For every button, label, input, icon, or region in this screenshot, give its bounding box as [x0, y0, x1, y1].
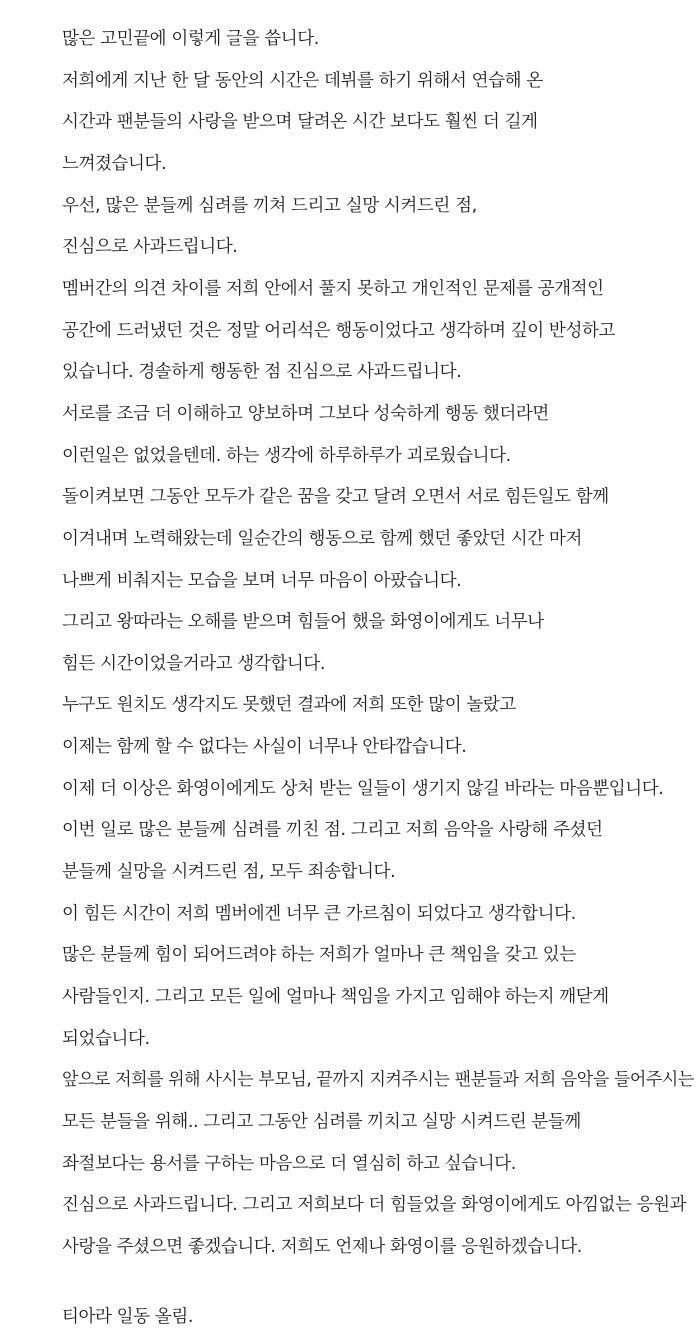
letter-line: 멤버간의 의견 차이를 저희 안에서 풀지 못하고 개인적인 문제를 공개적인	[62, 279, 604, 299]
letter-line: 사람들인지. 그리고 모든 일에 얼마나 책임을 가지고 임해야 하는지 깨닫게	[62, 987, 609, 1007]
letter-line: 좌절보다는 용서를 구하는 마음으로 더 열심히 하고 싶습니다.	[62, 1154, 516, 1174]
letter-line: 모든 분들을 위해.. 그리고 그동안 심려를 끼치고 실망 시켜드린 분들께	[62, 1112, 581, 1132]
letter-line: 많은 고민끝에 이렇게 글을 씁니다.	[62, 29, 319, 49]
letter-line: 진심으로 사과드립니다.	[62, 237, 238, 257]
letter-line: 진심으로 사과드립니다. 그리고 저희보다 더 힘들었을 화영이에게도 아낌없는 응원과	[62, 1195, 687, 1215]
letter-line: 이제는 함께 할 수 없다는 사실이 너무나 안타깝습니다.	[62, 737, 467, 757]
letter-line: 분들께 실망을 시켜드린 점, 모두 죄송합니다.	[62, 862, 396, 882]
letter-line: 서로를 조금 더 이해하고 양보하며 그보다 성숙하게 행동 했더라면	[62, 404, 549, 424]
letter-line: 되었습니다.	[62, 1029, 150, 1049]
letter-line: 힘든 시간이었을거라고 생각합니다.	[62, 654, 326, 674]
letter-line: 누구도 원치도 생각지도 못했던 결과에 저희 또한 많이 놀랐고	[62, 695, 516, 715]
letter-line: 우선, 많은 분들께 심려를 끼쳐 드리고 실망 시켜드린 점,	[62, 196, 477, 216]
letter-line: 저희에게 지난 한 달 동안의 시간은 데뷔를 하기 위해서 연습해 온	[62, 71, 543, 91]
letter-line: 느껴졌습니다.	[62, 154, 167, 174]
letter-line: 이번 일로 많은 분들께 심려를 끼친 점. 그리고 저희 음악을 사랑해 주셨던	[62, 820, 603, 840]
letter-line: 이겨내며 노력해왔는데 일순간의 행동으로 함께 했던 좋았던 시간 마저	[62, 529, 582, 549]
letter-signature: 티아라 일동 올림.	[62, 1307, 194, 1327]
letter-line: 돌이켜보면 그동안 모두가 같은 꿈을 갖고 달려 오면서 서로 힘든일도 함께	[62, 487, 609, 507]
letter-line: 많은 분들께 힘이 되어드려야 하는 저희가 얼마나 큰 책임을 갖고 있는	[62, 945, 576, 965]
letter-line: 사랑을 주셨으면 좋겠습니다. 저희도 언제나 화영이를 응원하겠습니다.	[62, 1237, 582, 1257]
letter-line: 이 힘든 시간이 저희 멤버에겐 너무 큰 가르침이 되었다고 생각합니다.	[62, 904, 576, 924]
letter-line: 앞으로 저희를 위해 사시는 부모님, 끝까지 지켜주시는 팬분들과 저희 음악을 들어주시는	[62, 1070, 694, 1090]
letter-line: 이런일은 없었을텐데. 하는 생각에 하루하루가 괴로웠습니다.	[62, 446, 511, 466]
letter-line: 그리고 왕따라는 오해를 받으며 힘들어 했을 화영이에게도 너무나	[62, 612, 544, 632]
letter-line: 이제 더 이상은 화영이에게도 상처 받는 일들이 생기지 않길 바라는 마음뿐입니다.	[62, 779, 664, 799]
letter-line: 시간과 팬분들의 사랑을 받으며 달려온 시간 보다도 훨씬 더 길게	[62, 112, 538, 132]
letter-line: 있습니다. 경솔하게 행동한 점 진심으로 사과드립니다.	[62, 362, 462, 382]
letter-line: 나쁘게 비춰지는 모습을 보며 너무 마음이 아팠습니다.	[62, 571, 462, 591]
letter-line: 공간에 드러냈던 것은 정말 어리석은 행동이었다고 생각하며 깊이 반성하고	[62, 321, 615, 341]
